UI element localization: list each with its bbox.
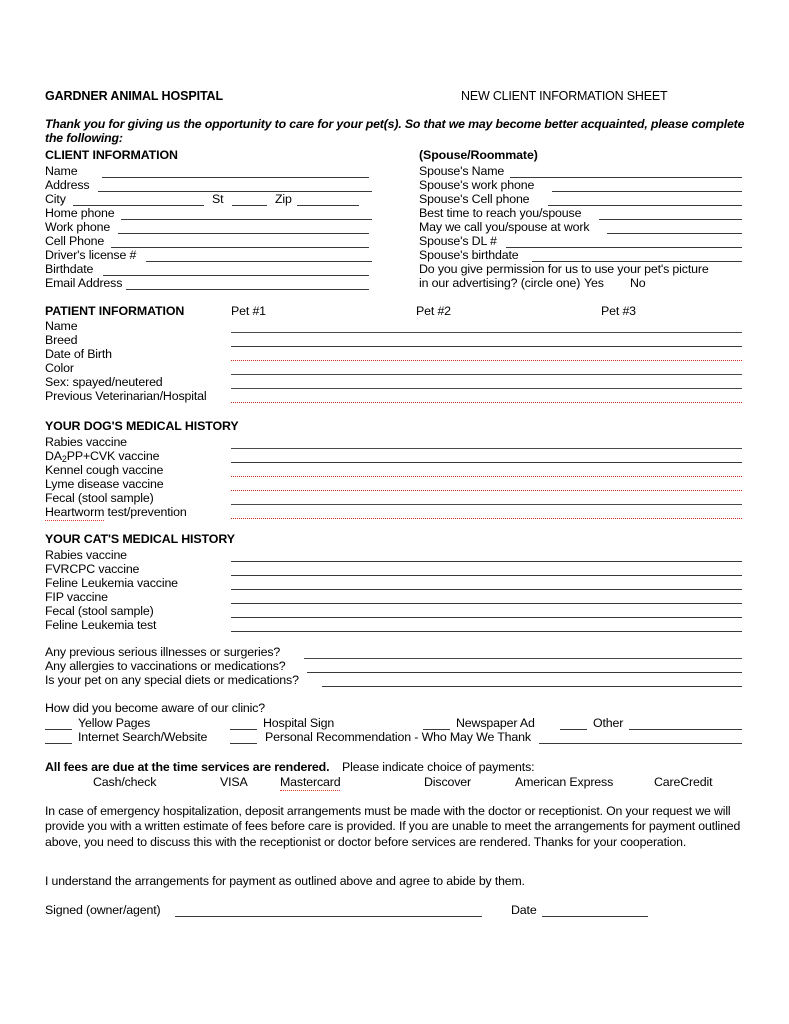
label-cat-feline-leukemia-test: Feline Leukemia test — [45, 618, 157, 632]
permission-option-no[interactable]: No — [630, 276, 646, 290]
label-question-diets: Is your pet on any special diets or medications? — [45, 673, 299, 687]
label-question-allergies: Any allergies to vaccinations or medications? — [45, 659, 286, 673]
input-spouse-dl[interactable] — [506, 247, 742, 248]
label-other: Other — [593, 716, 624, 730]
input-spouse-work-phone[interactable] — [552, 191, 742, 192]
label-cat-fecal: Fecal (stool sample) — [45, 604, 154, 618]
input-pet-date-of-birth[interactable] — [231, 360, 742, 361]
input-cat-fip[interactable] — [231, 603, 742, 604]
input-best-time-to-reach[interactable] — [599, 219, 742, 220]
permission-option-yes[interactable]: Yes — [584, 276, 604, 290]
label-dog-rabies: Rabies vaccine — [45, 435, 127, 449]
label-zip: Zip — [275, 192, 292, 206]
input-zip[interactable] — [297, 205, 359, 206]
payment-method-visa[interactable]: VISA — [220, 775, 248, 789]
label-work-phone: Work phone — [45, 220, 111, 234]
input-cat-feline-leukemia-vaccine[interactable] — [231, 589, 742, 590]
label-cat-feline-leukemia-vaccine: Feline Leukemia vaccine — [45, 576, 178, 590]
permission-question-line1: Do you give permission for us to use your pet's picture — [419, 262, 709, 276]
label-best-time-to-reach: Best time to reach you/spouse — [419, 206, 582, 220]
patient-information-heading: PATIENT INFORMATION — [45, 304, 185, 318]
permission-question-line2: in our advertising? (circle one) — [419, 276, 581, 290]
input-birthdate[interactable] — [103, 275, 369, 276]
label-signed: Signed (owner/agent) — [45, 903, 161, 917]
label-spouse-name: Spouse's Name — [419, 164, 505, 178]
label-name: Name — [45, 164, 78, 178]
label-pet-previous-vet: Previous Veterinarian/Hospital — [45, 389, 207, 403]
input-email[interactable] — [126, 289, 369, 290]
label-dog-kennel-cough: Kennel cough vaccine — [45, 463, 164, 477]
label-question-illnesses: Any previous serious illnesses or surgeries? — [45, 645, 281, 659]
payment-method-mastercard[interactable] — [280, 775, 340, 789]
label-pet-sex: Sex: spayed/neutered — [45, 375, 163, 389]
input-dog-fecal[interactable] — [231, 504, 742, 505]
payment-method-carecredit[interactable]: CareCredit — [654, 775, 713, 789]
label-drivers-license: Driver's license # — [45, 248, 137, 262]
dog-history-heading: YOUR DOG'S MEDICAL HISTORY — [45, 419, 239, 433]
input-pet-sex[interactable] — [231, 388, 742, 389]
spouse-information-heading: (Spouse/Roommate) — [419, 148, 538, 162]
acknowledgement-paragraph: I understand the arrangements for payment as outlined above and agree to abide by them. — [45, 874, 525, 888]
client-information-heading: CLIENT INFORMATION — [45, 148, 178, 162]
label-newspaper-ad: Newspaper Ad — [456, 716, 535, 730]
input-may-we-call-at-work[interactable] — [607, 233, 742, 234]
label-cat-fvrcpc: FVRCPC vaccine — [45, 562, 140, 576]
input-dog-lyme[interactable] — [231, 490, 742, 491]
payment-method-american-express[interactable]: American Express — [515, 775, 614, 789]
input-signature[interactable] — [175, 916, 482, 917]
input-cat-fecal[interactable] — [231, 617, 742, 618]
label-email: Email Address — [45, 276, 123, 290]
input-pet-name[interactable] — [231, 332, 742, 333]
document-header — [45, 89, 742, 105]
input-cat-rabies[interactable] — [231, 561, 742, 562]
label-yellow-pages: Yellow Pages — [78, 716, 151, 730]
input-pet-breed[interactable] — [231, 346, 742, 347]
checkbox-yellow-pages[interactable] — [45, 729, 72, 730]
label-dog-da2pp: $DA_2PP+CVK$ vaccine — [45, 449, 160, 464]
input-question-allergies[interactable] — [307, 672, 742, 673]
payment-method-discover[interactable]: Discover — [424, 775, 471, 789]
checkbox-hospital-sign[interactable] — [230, 729, 257, 730]
payment-method-cash-check[interactable]: Cash/check — [93, 775, 157, 789]
column-header-pet-2: Pet #2 — [416, 304, 451, 318]
form-title: NEW CLIENT INFORMATION SHEET — [461, 89, 668, 103]
label-hospital-sign: Hospital Sign — [263, 716, 335, 730]
label-pet-breed: Breed — [45, 333, 78, 347]
input-dog-heartworm[interactable] — [231, 518, 742, 519]
input-pet-previous-vet[interactable] — [231, 402, 742, 403]
input-pet-color[interactable] — [231, 374, 742, 375]
input-date[interactable] — [542, 916, 648, 917]
intro-paragraph: Thank you for giving us the opportunity to care for your pet(s). So that we may become better acquainted, please complete the following: — [45, 117, 745, 146]
label-dog-heartworm: Heartworm test/prevention — [45, 505, 187, 519]
input-question-diets[interactable] — [322, 686, 742, 687]
label-pet-name: Name — [45, 319, 78, 333]
input-cell-phone[interactable] — [111, 247, 369, 248]
input-home-phone[interactable] — [121, 219, 372, 220]
input-cat-fvrcpc[interactable] — [231, 575, 742, 576]
referral-question: How did you become aware of our clinic? — [45, 701, 266, 715]
checkbox-personal-recommendation[interactable] — [230, 743, 257, 744]
label-home-phone: Home phone — [45, 206, 115, 220]
input-cat-feline-leukemia-test[interactable] — [231, 631, 742, 632]
label-city: City — [45, 192, 66, 206]
label-state: St — [212, 192, 224, 206]
input-work-phone[interactable] — [118, 233, 369, 234]
input-state[interactable] — [232, 205, 267, 206]
label-date: Date — [511, 903, 537, 917]
input-name[interactable] — [102, 177, 369, 178]
input-personal-recommendation-detail[interactable] — [539, 743, 742, 744]
spellcheck-mastercard: Mastercard — [280, 775, 341, 789]
input-other-detail[interactable] — [629, 729, 742, 730]
label-dog-fecal: Fecal (stool sample) — [45, 491, 154, 505]
label-cat-rabies: Rabies vaccine — [45, 548, 127, 562]
fees-notice-bold: All fees are due at the time services are rendered. — [45, 760, 330, 774]
label-may-we-call-at-work: May we call you/spouse at work — [419, 220, 590, 234]
checkbox-internet-search[interactable] — [45, 743, 72, 744]
input-dog-da2pp[interactable] — [231, 462, 742, 463]
label-address: Address — [45, 178, 90, 192]
form-document — [45, 0, 745, 1024]
label-pet-date-of-birth: Date of Birth — [45, 347, 112, 361]
fees-notice-rest: Please indicate choice of payments: — [342, 760, 535, 774]
spellcheck-heartworm: Heartworm — [45, 505, 105, 519]
label-personal-recommendation: Personal Recommendation - Who May We Thank — [265, 730, 531, 744]
input-address[interactable] — [98, 191, 372, 192]
checkbox-other[interactable] — [560, 729, 587, 730]
label-spouse-work-phone: Spouse's work phone — [419, 178, 535, 192]
label-birthdate: Birthdate — [45, 262, 94, 276]
label-spouse-dl: Spouse's DL # — [419, 234, 497, 248]
input-drivers-license[interactable] — [146, 261, 372, 262]
label-pet-color: Color — [45, 361, 74, 375]
input-spouse-name[interactable] — [510, 177, 742, 178]
terms-paragraph: In case of emergency hospitalization, deposit arrangements must be made with the doctor or receptionist. On your request we will provide you with a written estimate of fees before care is provided. If you are unable to meet the arrangements for payment outlined above, you need to discuss this with the receptionist or doctor before services are rendered. Thanks for your cooperation. — [45, 804, 741, 849]
label-dog-lyme: Lyme disease vaccine — [45, 477, 164, 491]
column-header-pet-3: Pet #3 — [601, 304, 636, 318]
label-spouse-birthdate: Spouse's birthdate — [419, 248, 519, 262]
cat-history-heading: YOUR CAT'S MEDICAL HISTORY — [45, 532, 235, 546]
input-dog-rabies[interactable] — [231, 448, 742, 449]
label-internet-search: Internet Search/Website — [78, 730, 208, 744]
input-question-illnesses[interactable] — [304, 658, 742, 659]
label-cat-fip: FIP vaccine — [45, 590, 108, 604]
label-spouse-cell-phone: Spouse's Cell phone — [419, 192, 530, 206]
clinic-name: GARDNER ANIMAL HOSPITAL — [45, 89, 224, 103]
input-dog-kennel-cough[interactable] — [231, 476, 742, 477]
column-header-pet-1: Pet #1 — [231, 304, 266, 318]
label-cell-phone: Cell Phone — [45, 234, 105, 248]
